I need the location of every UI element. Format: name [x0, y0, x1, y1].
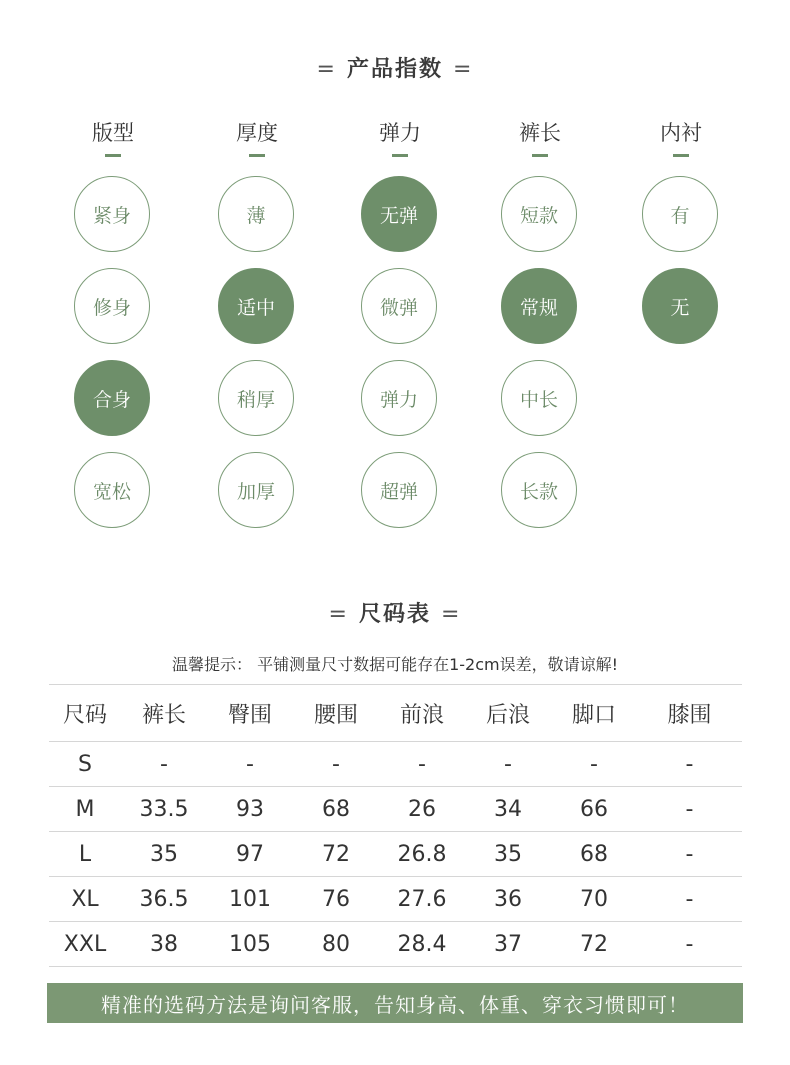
index-option-selected: 合身 — [74, 360, 150, 436]
size-table-header: 裤长 — [121, 685, 207, 742]
title-deco-right: = — [441, 602, 462, 627]
heading-underline — [532, 154, 548, 157]
measurement-cell: 26 — [379, 787, 465, 832]
index-option-selected: 无 — [642, 268, 718, 344]
size-table-header: 尺码 — [49, 685, 121, 742]
measurement-cell: 33.5 — [121, 787, 207, 832]
index-column-heading: 厚度 — [236, 121, 278, 145]
measurement-cell: 36 — [465, 877, 551, 922]
index-option: 超弹 — [361, 452, 437, 528]
index-column-heading: 裤长 — [519, 121, 561, 145]
measurement-cell: 101 — [207, 877, 293, 922]
table-row — [49, 877, 742, 922]
product-index-title-text: 产品指数 — [346, 57, 443, 82]
measurement-cell: - — [551, 742, 637, 787]
measurement-cell: 28.4 — [379, 922, 465, 967]
index-column — [197, 118, 317, 503]
title-deco-right: = — [453, 57, 474, 82]
measurement-cell: 70 — [551, 877, 637, 922]
index-column — [480, 118, 600, 503]
measurement-cell: 35 — [465, 832, 551, 877]
size-table-header: 臀围 — [207, 685, 293, 742]
size-label-cell: XXL — [49, 922, 121, 967]
index-option-selected: 适中 — [218, 268, 294, 344]
measurement-cell: 93 — [207, 787, 293, 832]
index-column-heading: 内衬 — [660, 121, 702, 145]
measurement-cell: 37 — [465, 922, 551, 967]
index-column — [621, 118, 741, 319]
size-table-header: 膝围 — [637, 685, 742, 742]
measurement-cell: 68 — [551, 832, 637, 877]
index-option: 紧身 — [74, 176, 150, 252]
index-option-selected: 无弹 — [361, 176, 437, 252]
size-advice-banner: 精准的选码方法是询问客服，告知身高、体重、穿衣习惯即可！ — [47, 983, 743, 1023]
table-row — [49, 787, 742, 832]
measurement-cell: 34 — [465, 787, 551, 832]
size-table-header-row — [49, 685, 742, 742]
measurement-cell: 36.5 — [121, 877, 207, 922]
measurement-cell: 35 — [121, 832, 207, 877]
index-option-selected: 常规 — [501, 268, 577, 344]
measurement-cell: 72 — [293, 832, 379, 877]
size-table-body — [49, 742, 742, 967]
index-column — [53, 118, 173, 503]
index-column-heading: 版型 — [92, 121, 134, 145]
measurement-cell: - — [465, 742, 551, 787]
index-option: 稍厚 — [218, 360, 294, 436]
index-option: 微弹 — [361, 268, 437, 344]
measurement-cell: 76 — [293, 877, 379, 922]
measurement-cell: - — [121, 742, 207, 787]
index-column-heading: 弹力 — [379, 121, 421, 145]
measurement-cell: 38 — [121, 922, 207, 967]
index-option: 短款 — [501, 176, 577, 252]
measurement-cell: 68 — [293, 787, 379, 832]
title-deco-left: = — [316, 57, 337, 82]
index-option: 加厚 — [218, 452, 294, 528]
measurement-cell: 72 — [551, 922, 637, 967]
measurement-cell: - — [207, 742, 293, 787]
measurement-cell: - — [637, 742, 742, 787]
table-row — [49, 922, 742, 967]
heading-underline — [249, 154, 265, 157]
size-table-header: 后浪 — [465, 685, 551, 742]
measurement-cell: - — [293, 742, 379, 787]
index-option: 中长 — [501, 360, 577, 436]
measurement-cell: 105 — [207, 922, 293, 967]
table-row — [49, 742, 742, 787]
index-option: 有 — [642, 176, 718, 252]
measurement-cell: 80 — [293, 922, 379, 967]
size-label-cell: XL — [49, 877, 121, 922]
size-chart-title-text: 尺码表 — [358, 602, 431, 627]
heading-underline — [673, 154, 689, 157]
measurement-cell: - — [379, 742, 465, 787]
size-table-header: 腰围 — [293, 685, 379, 742]
measurement-cell: 66 — [551, 787, 637, 832]
measurement-cell: - — [637, 787, 742, 832]
size-label-cell: M — [49, 787, 121, 832]
measurement-cell: 27.6 — [379, 877, 465, 922]
index-option: 宽松 — [74, 452, 150, 528]
index-option: 修身 — [74, 268, 150, 344]
measurement-cell: 26.8 — [379, 832, 465, 877]
product-index-title — [0, 52, 790, 83]
size-label-cell: L — [49, 832, 121, 877]
size-chart-title — [0, 597, 790, 628]
size-label-cell: S — [49, 742, 121, 787]
size-table — [49, 684, 742, 967]
index-option: 薄 — [218, 176, 294, 252]
title-deco-left: = — [328, 602, 349, 627]
size-table-header: 前浪 — [379, 685, 465, 742]
measurement-cell: - — [637, 832, 742, 877]
index-option: 长款 — [501, 452, 577, 528]
size-table-header: 脚口 — [551, 685, 637, 742]
measurement-cell: 97 — [207, 832, 293, 877]
index-column — [340, 118, 460, 503]
table-row — [49, 832, 742, 877]
heading-underline — [392, 154, 408, 157]
index-option: 弹力 — [361, 360, 437, 436]
heading-underline — [105, 154, 121, 157]
measurement-cell: - — [637, 922, 742, 967]
measurement-tip: 温馨提示： 平铺测量尺寸数据可能存在1-2cm误差，敬请谅解! — [171, 655, 619, 674]
measurement-cell: - — [637, 877, 742, 922]
